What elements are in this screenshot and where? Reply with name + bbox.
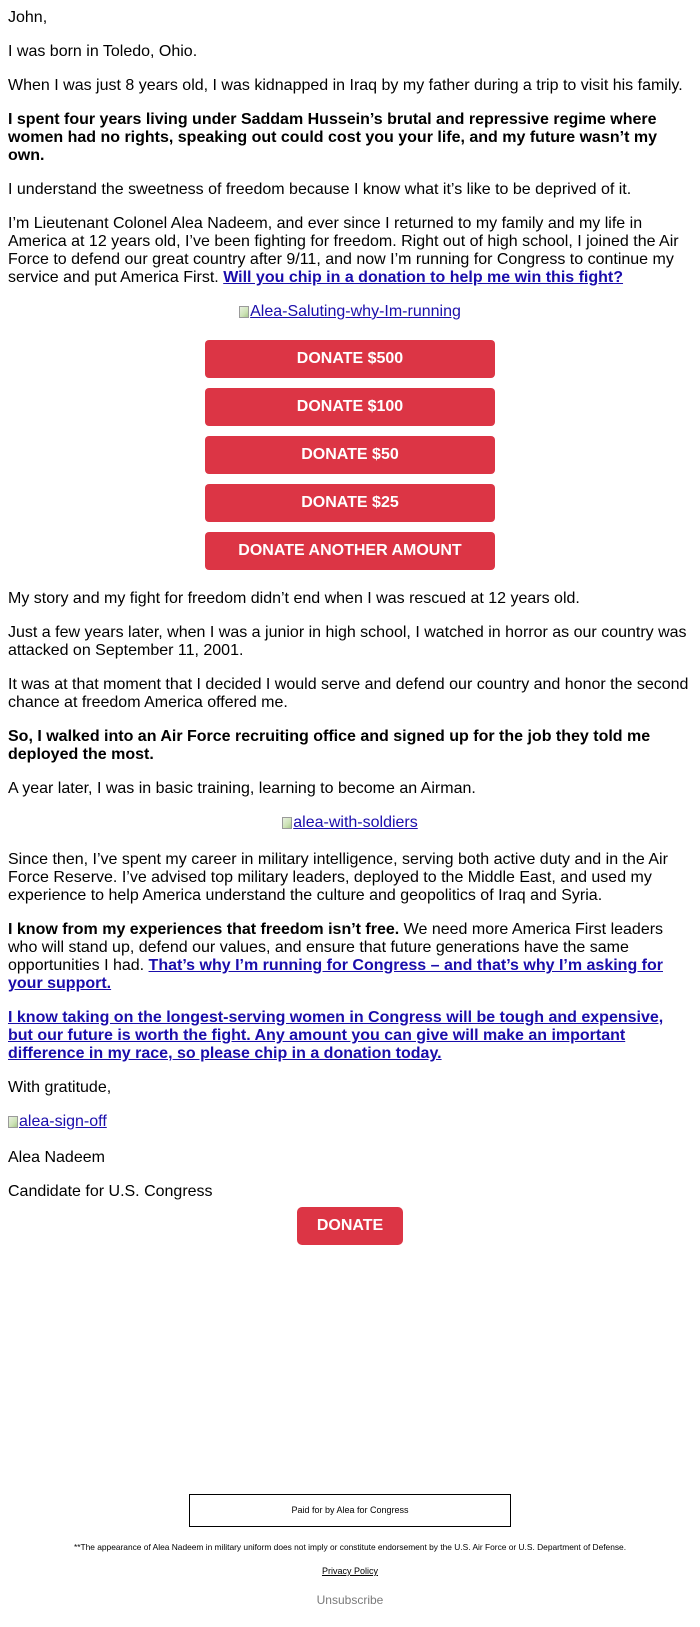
saluting-image-link[interactable] [239, 303, 461, 321]
paragraph-decided: It was at that moment that I decided I would serve and defend our country and honor the second chance at freedom America offered me. [8, 676, 689, 711]
paid-for-box: Paid for by Alea for Congress [189, 1494, 511, 1527]
broken-image-icon [239, 306, 249, 318]
signoff-image-wrap [8, 1113, 692, 1133]
donate-50-button[interactable]: DONATE $50 [205, 436, 495, 474]
donate-other-amount-button[interactable]: DONATE ANOTHER AMOUNT [205, 532, 495, 570]
paragraph-recruiting: So, I walked into an Air Force recruiting office and signed up for the job they told me deployed the most. [8, 728, 651, 763]
know-bold: I know from my experiences that freedom isn’t free. [8, 921, 400, 938]
broken-image-icon [8, 1116, 18, 1128]
signoff-image-alt: alea-sign-off [19, 1113, 107, 1130]
paragraph-career: Since then, I’ve spent my career in military intelligence, serving both active duty and in the Air Force Reserve. I’ve advised top military leaders, deployed to the Middle East, and used my experience to help America understand the culture and geopolitics of Iraq and Syria. [8, 851, 668, 904]
paragraph-basic: A year later, I was in basic training, learning to become an Airman. [8, 780, 476, 797]
intro-text: I’m Lieutenant Colonel Alea Nadeem, and ever since I returned to my family and my life in America at 12 years old, I’ve been fighting for freedom. Right out of high school, I joined the Air Force to defend our great country after 9/11, and now I’m running for Congress to continue my service and put America First. [8, 215, 679, 286]
paragraph-junior: Just a few years later, when I was a junior in high school, I watched in horror as our country was attacked on September 11, 2001. [8, 624, 687, 659]
uniform-disclaimer: **The appearance of Alea Nadeem in military uniform does not imply or constitute endorsement by the U.S. Air Force or U.S. Department of Defense. [73, 1542, 627, 1552]
know-text: We need more America First leaders who will stand up, defend our values, and ensure that future generations have the same opportunities I had. [8, 921, 664, 974]
paragraph-story: My story and my fight for freedom didn’t end when I was rescued at 12 years old. [8, 590, 580, 607]
saluting-image-wrap [8, 303, 692, 323]
soldiers-image-wrap [8, 814, 692, 834]
signoff-image-link[interactable] [8, 1113, 107, 1131]
email-page [0, 9, 700, 1627]
unsubscribe-link[interactable]: Unsubscribe [316, 1593, 384, 1607]
paragraph-regime: I spent four years living under Saddam Hussein’s brutal and repressive regime where women had no rights, speaking out could cost you your life, and my future wasn’t my own. [8, 111, 657, 164]
paragraph-know [8, 921, 692, 993]
donate-button-stack [205, 340, 495, 570]
support-link[interactable]: That’s why I’m running for Congress – and that’s why I’m asking for your support. [8, 957, 663, 992]
donate-today-link[interactable]: I know taking on the longest-serving women in Congress will be tough and expensive, but our future is worth the fight. Any amount you can give will make an important difference in my race, so please chip in a donation today. [8, 1009, 664, 1062]
donate-500-button[interactable]: DONATE $500 [205, 340, 495, 378]
soldiers-image-alt: alea-with-soldiers [293, 814, 418, 831]
paragraph-longest [8, 1009, 692, 1063]
donate-100-button[interactable]: DONATE $100 [205, 388, 495, 426]
saluting-image-alt: Alea-Saluting-why-Im-running [250, 303, 461, 320]
donate-25-button[interactable]: DONATE $25 [205, 484, 495, 522]
greeting: John, [8, 9, 48, 26]
paragraph-gratitude: With gratitude, [8, 1079, 112, 1096]
paragraph-intro [8, 215, 692, 287]
donate-chip-in-link[interactable]: Will you chip in a donation to help me win this fight? [223, 269, 624, 286]
signature-title: Candidate for U.S. Congress [8, 1183, 213, 1200]
signature-name: Alea Nadeem [8, 1149, 105, 1166]
paragraph-born: I was born in Toledo, Ohio. [8, 43, 198, 60]
paragraph-kidnapped: When I was just 8 years old, I was kidnapped in Iraq by my father during a trip to visit his family. [8, 77, 683, 94]
broken-image-icon [282, 817, 292, 829]
donate-button[interactable]: DONATE [297, 1207, 403, 1245]
privacy-policy-link[interactable]: Privacy Policy [321, 1566, 378, 1576]
soldiers-image-link[interactable] [282, 814, 418, 832]
paragraph-freedom: I understand the sweetness of freedom because I know what it’s like to be deprived of it. [8, 181, 632, 198]
privacy-wrap [0, 1566, 700, 1577]
email-body [0, 9, 700, 1245]
